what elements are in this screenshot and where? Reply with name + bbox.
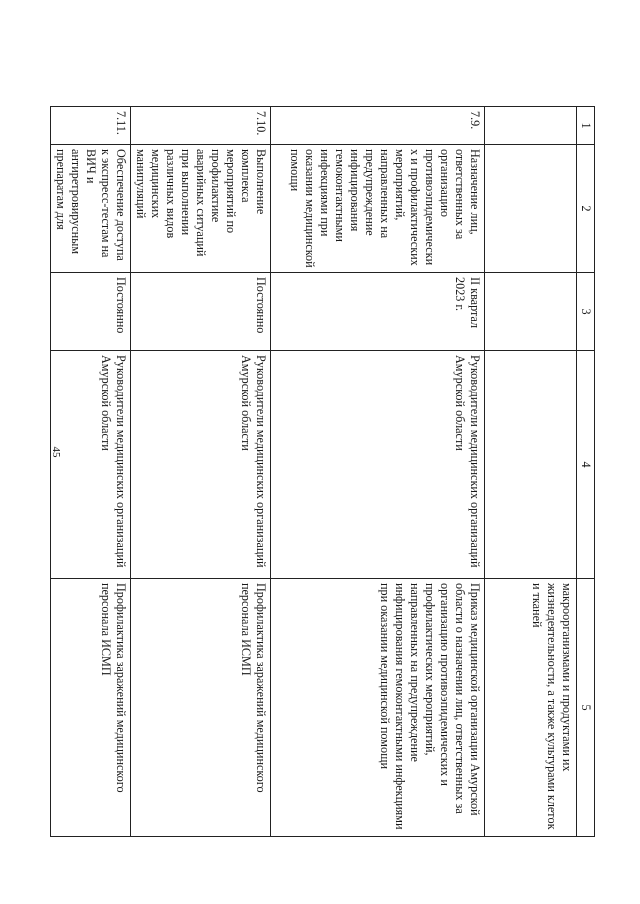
cell-result: Профилактика заражений медицинского персонала ИСМП <box>51 579 131 837</box>
cell-term: Постоянно <box>51 273 131 351</box>
cell-term: II квартал 2023 г. <box>271 273 485 351</box>
cell-num: 7.10. <box>131 107 271 145</box>
column-header-4: 4 <box>577 351 595 579</box>
cell-num <box>485 107 577 145</box>
table-row <box>131 107 271 837</box>
cell-result: Профилактика заражений медицинского персонала ИСМП <box>131 579 271 837</box>
table-header-row <box>577 107 595 837</box>
column-header-1: 1 <box>577 107 595 145</box>
table-row-continuation <box>485 107 577 837</box>
cell-result: макроорганизмами и продуктами их жизнедеятельности, а также культурами клеток и тканей <box>485 579 577 837</box>
cell-action: Обеспечение доступа к экспресс-тестам на ВИЧ и антиретровирусным препаратам для <box>51 145 131 273</box>
table-row <box>271 107 485 837</box>
rotated-table-page <box>54 106 595 836</box>
table-row <box>51 107 131 837</box>
cell-action: Выполнение комплекса мероприятий по профилактике аварийных ситуаций при выполнении различных видов медицинских манипуляций <box>131 145 271 273</box>
column-header-5: 5 <box>577 579 595 837</box>
cell-num: 7.9. <box>271 107 485 145</box>
cell-num: 7.11. <box>51 107 131 145</box>
cell-responsible <box>485 351 577 579</box>
page-number: 45 <box>50 446 62 458</box>
cell-action: Назначение лиц, ответственных за организацию противоэпидемических и профилактических мероприятий, направленных на предупреждение инфицирования гемоконтактными инфекциями при оказании медицинской помощи <box>271 145 485 273</box>
cell-action <box>485 145 577 273</box>
measures-table <box>50 106 595 837</box>
column-header-3: 3 <box>577 273 595 351</box>
cell-responsible: Руководители медицинских организаций Амурской области <box>271 351 485 579</box>
column-header-2: 2 <box>577 145 595 273</box>
cell-responsible: Руководители медицинских организаций Амурской области <box>131 351 271 579</box>
cell-term: Постоянно <box>131 273 271 351</box>
cell-term <box>485 273 577 351</box>
cell-responsible: Руководители медицинских организаций Амурской области <box>51 351 131 579</box>
cell-result: Приказ медицинской организации Амурской области о назначении лиц, ответственных за организацию противоэпидемических и профилактических мероприятий, направленных на предупреждение инфицирования гемоконтактными инфекциями при оказании медицинской помощи <box>271 579 485 837</box>
